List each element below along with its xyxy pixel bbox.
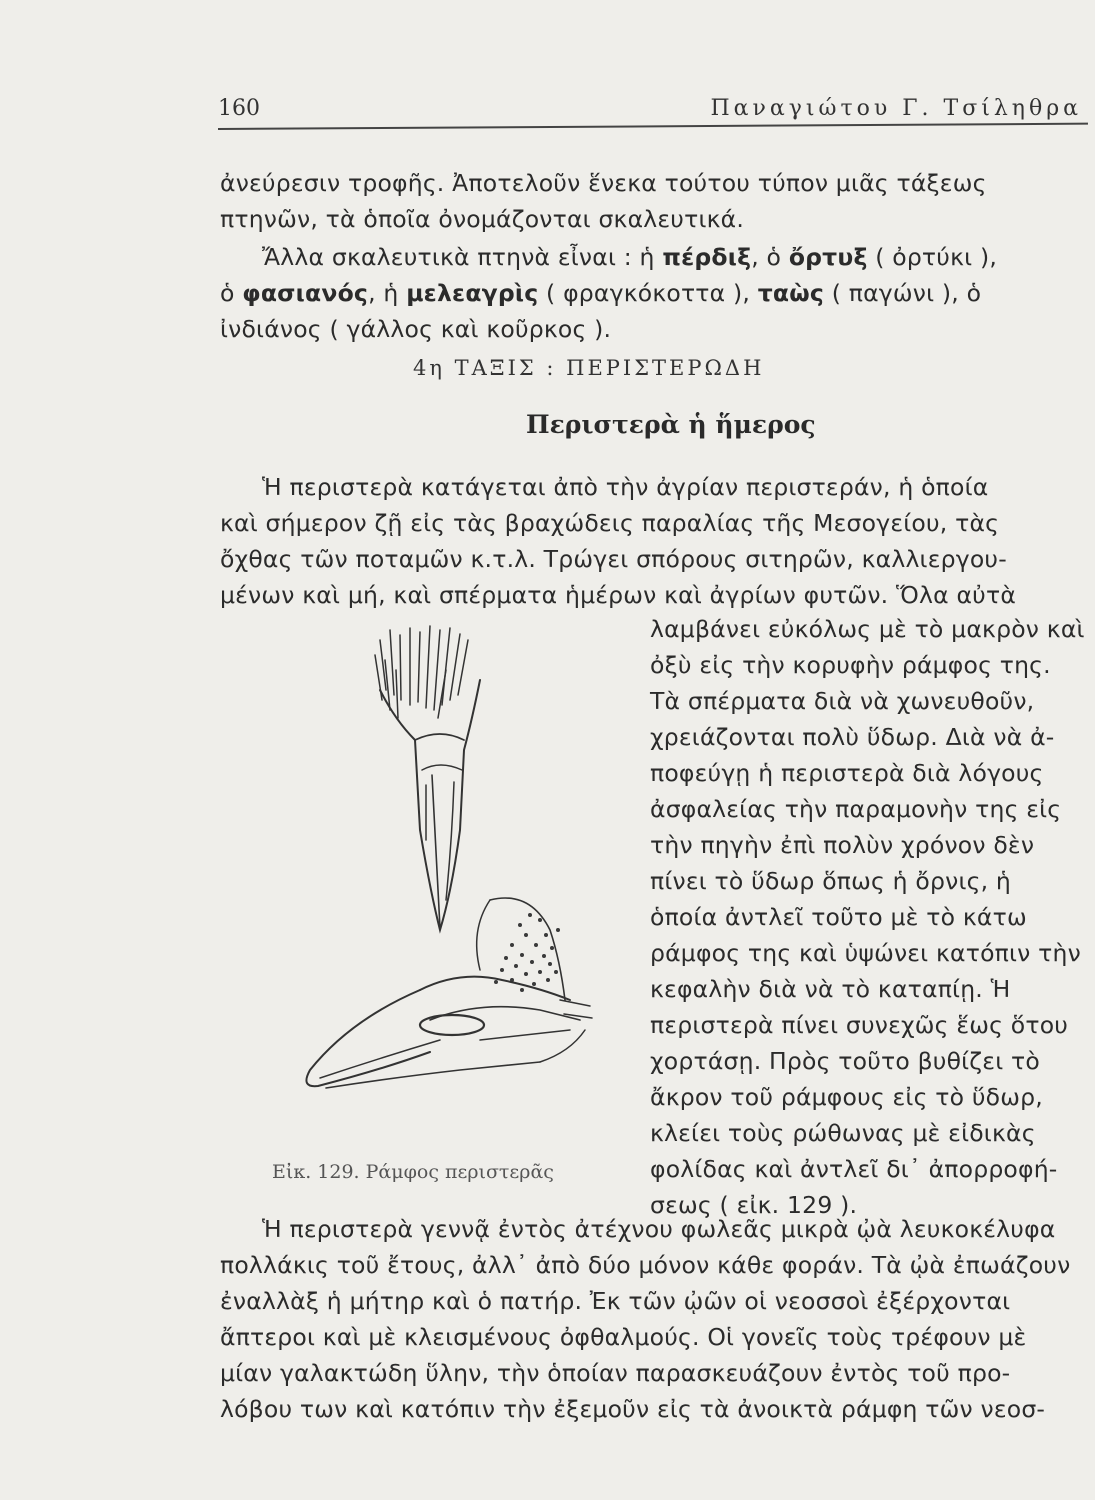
para1-right-line: πίνει τὸ ὕδωρ ὅπως ἡ ὄρνις, ἡ [650, 867, 1012, 895]
para1-right-line: σεως ( εἰκ. 129 ). [650, 1191, 858, 1219]
para1-right-line: ποφεύγῃ ἡ περιστερὰ διὰ λόγους [650, 759, 1044, 787]
intro-line-4-c: , ἡ [368, 279, 407, 307]
para2-line-2: πολλάκις τοῦ ἔτους, ἀλλ᾿ ἀπὸ δύο μόνον κάθε φοράν. Τὰ ᾠὰ ἐπωάζουν [220, 1251, 1071, 1279]
order-heading: 4η ΤΑΞΙΣ : ΠΕΡΙΣΤΕΡΩΔΗ [413, 356, 765, 380]
intro-line-4-e: ( φραγκόκοττα ), [538, 279, 758, 307]
para1-line-1: Ἡ περιστερὰ κατάγεται ἀπὸ τὴν ἀγρίαν περιστεράν, ἡ ὁποία [262, 473, 989, 501]
para1-right-line: ὁποία ἀντλεῖ τοῦτο μὲ τὸ κάτω [650, 903, 1027, 931]
intro-line-4-a: ὁ [220, 279, 243, 307]
intro-line-4 [220, 276, 981, 310]
para2-line-5: μίαν γαλακτώδη ὕλην, τὴν ὁποίαν παρασκευάζουν ἐντὸς τοῦ προ- [220, 1359, 1011, 1387]
para1-right-line: κλείει τοὺς ρώθωνας μὲ εἰδικὰς [650, 1119, 1036, 1147]
intro-line-4-g: ( παγώνι ), ὁ [824, 279, 982, 307]
term-ortyx: ὄρτυξ [788, 243, 868, 271]
para1-line-3: ὄχθας τῶν ποταμῶν κ.τ.λ. Τρώγει σπόρους σιτηρῶν, καλλιεργου- [220, 545, 1007, 573]
para2-line-1: Ἡ περιστερὰ γεννᾷ ἐντὸς ἀτέχνου φωλεᾶς μικρὰ ᾠὰ λευκοκέλυφα [262, 1215, 1056, 1243]
intro-line-1: ἀνεύρεσιν τροφῆς. Ἀποτελοῦν ἕνεκα τούτου τύπον μιᾶς τάξεως [220, 169, 987, 197]
para1-right-line: φολίδας καὶ ἀντλεῖ δι᾿ ἀπορροφή- [650, 1155, 1058, 1183]
intro-line-3-a: Ἄλλα σκαλευτικὰ πτηνὰ εἶναι : ἡ [262, 243, 663, 271]
intro-line-3-c: , ὁ [751, 243, 789, 271]
beak-drawing [240, 600, 630, 1160]
para1-right-line: κεφαλὴν διὰ νὰ τὸ καταπίῃ. Ἡ [650, 975, 1011, 1003]
para1-right-line: περιστερὰ πίνει συνεχῶς ἕως ὅτου [650, 1011, 1069, 1039]
para1-right-line: χορτάσῃ. Πρὸς τοῦτο βυθίζει τὸ [650, 1047, 1040, 1075]
para1-right-line: τὴν πηγὴν ἐπὶ πολὺν χρόνον δὲν [650, 831, 1035, 859]
para1-right-line: ἀσφαλείας τὴν παραμονὴν της εἰς [650, 795, 1062, 823]
para1-line-4: μένων καὶ μή, καὶ σπέρματα ἡμέρων καὶ ἀγρίων φυτῶν. Ὅλα αὐτὰ [220, 581, 1017, 609]
para2-line-3: ἐναλλὰξ ἡ μήτηρ καὶ ὁ πατήρ. Ἐκ τῶν ᾠῶν οἱ νεοσσοὶ ἐξέρχονται [220, 1287, 1011, 1315]
para1-right-line: λαμβάνει εὐκόλως μὲ τὸ μακρὸν καὶ [650, 615, 1085, 643]
para1-right-line: Τὰ σπέρματα διὰ νὰ χωνευθοῦν, [650, 687, 1035, 715]
term-taos: ταὼς [757, 279, 825, 307]
para1-right-line: ὀξὺ εἰς τὴν κορυφὴν ράμφος της. [650, 651, 1051, 679]
term-meleagris: μελεαγρὶς [406, 279, 539, 307]
term-fasianos: φασιανός [242, 279, 369, 307]
intro-line-5: ἰνδιάνος ( γάλλος καὶ κοῦρκος ). [220, 315, 612, 343]
para2-line-4: ἄπτεροι καὶ μὲ κλεισμένους ὀφθαλμούς. Οἱ γονεῖς τοὺς τρέφουν μὲ [220, 1323, 1027, 1351]
running-head: Παναγιώτου Γ. Τσίληθρα [710, 96, 1082, 121]
intro-line-3 [262, 240, 997, 274]
para1-right-line: ἄκρον τοῦ ράμφους εἰς τὸ ὕδωρ, [650, 1083, 1043, 1111]
para2-line-6: λόβου των καὶ κατόπιν τὴν ἐξεμοῦν εἰς τὰ ἀνοικτὰ ράμφη τῶν νεοσ- [220, 1395, 1046, 1423]
intro-line-3-e: ( ὀρτύκι ), [867, 243, 997, 271]
figure-caption: Εἰκ. 129. Ράμφος περιστερᾶς [272, 1161, 554, 1183]
section-title: Περιστερὰ ἡ ἥμερος [526, 410, 816, 439]
para1-line-2: καὶ σήμερον ζῇ εἰς τὰς βραχώδεις παραλίας τῆς Μεσογείου, τὰς [220, 509, 1000, 537]
intro-line-2: πτηνῶν, τὰ ὁποῖα ὀνομάζονται σκαλευτικά. [220, 205, 745, 233]
beak-illustration [240, 600, 630, 1190]
para1-right-line: ράμφος της καὶ ὑψώνει κατόπιν τὴν [650, 939, 1081, 967]
page-number: 160 [218, 96, 260, 121]
term-perdix: πέρδιξ [662, 243, 752, 271]
para1-right-line: χρειάζονται πολὺ ὕδωρ. Διὰ νὰ ἀ- [650, 723, 1055, 751]
